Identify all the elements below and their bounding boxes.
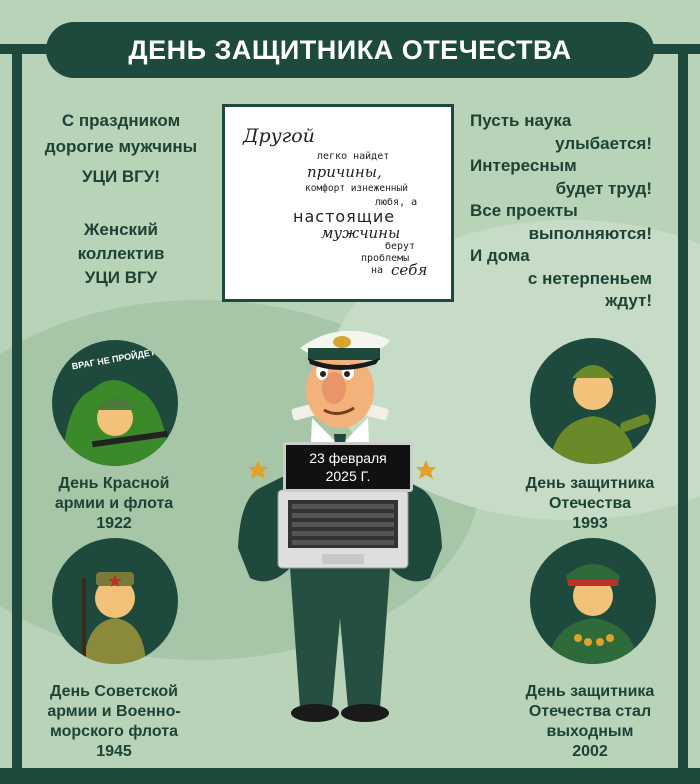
officer-illustration [230, 318, 450, 758]
milestone-1945-image [52, 538, 178, 664]
greeting-line: УЦИ ВГУ! [81, 167, 161, 186]
soviet-soldier-icon [52, 538, 178, 664]
caption-line: Отечества [548, 495, 631, 512]
quote-word: Другой [243, 125, 315, 147]
milestone-2002-image [530, 538, 656, 664]
signature-text [24, 218, 218, 290]
milestone-2002-caption [500, 682, 680, 762]
quote-word: настоящие [293, 207, 396, 226]
caption-line: армии и Военно- [47, 703, 181, 720]
caption-line: морского флота [50, 723, 178, 740]
wishes-text [458, 110, 652, 313]
quote-word: себя [391, 261, 428, 279]
wish-line: выполняются! [528, 223, 652, 243]
greeting-text [24, 110, 218, 188]
caption-line: День защитника [525, 475, 655, 492]
quote-word: любя, а [375, 197, 418, 208]
wish-line: Все проекты [470, 201, 578, 220]
quote-word: берут [385, 241, 416, 252]
wish-line: с нетерпеньем [527, 268, 652, 288]
laptop-screen [283, 442, 413, 492]
caption-year: 1922 [96, 515, 132, 532]
signature-line: Женский [84, 220, 158, 239]
wish-line: Пусть наука [470, 111, 572, 130]
frame-left [12, 44, 22, 784]
caption-line: День Советской [49, 683, 178, 700]
quote-card [222, 104, 454, 302]
frame-right [678, 44, 688, 784]
quote-word: комфорт изнеженный [305, 183, 408, 194]
quote-word: мужчины [321, 224, 401, 242]
quote-word: причины, [307, 163, 382, 181]
badge-text: ВРАГ НЕ ПРОЙДЕТ! [71, 346, 159, 372]
caption-year: 2002 [572, 743, 608, 760]
caption-line: День защитника [525, 683, 655, 700]
quote-word: легко найдет [317, 151, 390, 162]
wish-line: И дома [470, 246, 530, 265]
caption-line: выходным [546, 723, 634, 740]
wish-line: улыбается! [555, 133, 652, 153]
signature-line: УЦИ ВГУ [84, 268, 158, 287]
wish-line: ждут! [605, 291, 652, 310]
milestone-1993-caption [500, 474, 680, 534]
page-title: ДЕНЬ ЗАЩИТНИКА ОТЕЧЕСТВА [128, 34, 572, 65]
milestone-1922-image [52, 340, 178, 466]
quote-word: на [371, 265, 384, 276]
caption-line: День Красной [58, 475, 170, 492]
caption-line: армии и флота [54, 495, 174, 512]
laptop-year: 2025 Г. [325, 468, 371, 484]
wish-line: Интересным [470, 156, 577, 175]
general-icon [530, 538, 656, 664]
frame-bottom [0, 768, 700, 784]
milestone-1945-caption [24, 682, 204, 762]
greeting-line: С праздником [61, 111, 181, 130]
wish-line: будет труд! [555, 178, 652, 198]
quote-word: проблемы [361, 253, 410, 264]
caption-year: 1993 [572, 515, 608, 532]
caption-year: 1945 [96, 743, 132, 760]
milestone-1993-image [530, 338, 656, 464]
greeting-line: дорогие мужчины [44, 137, 198, 156]
laptop-date: 23 февраля [309, 450, 387, 466]
signature-line: коллектив [77, 244, 165, 263]
caption-line: Отечества стал [528, 703, 652, 720]
saluting-soldier-icon [530, 338, 656, 464]
milestone-1922-caption [24, 474, 204, 534]
title-banner [46, 22, 654, 78]
